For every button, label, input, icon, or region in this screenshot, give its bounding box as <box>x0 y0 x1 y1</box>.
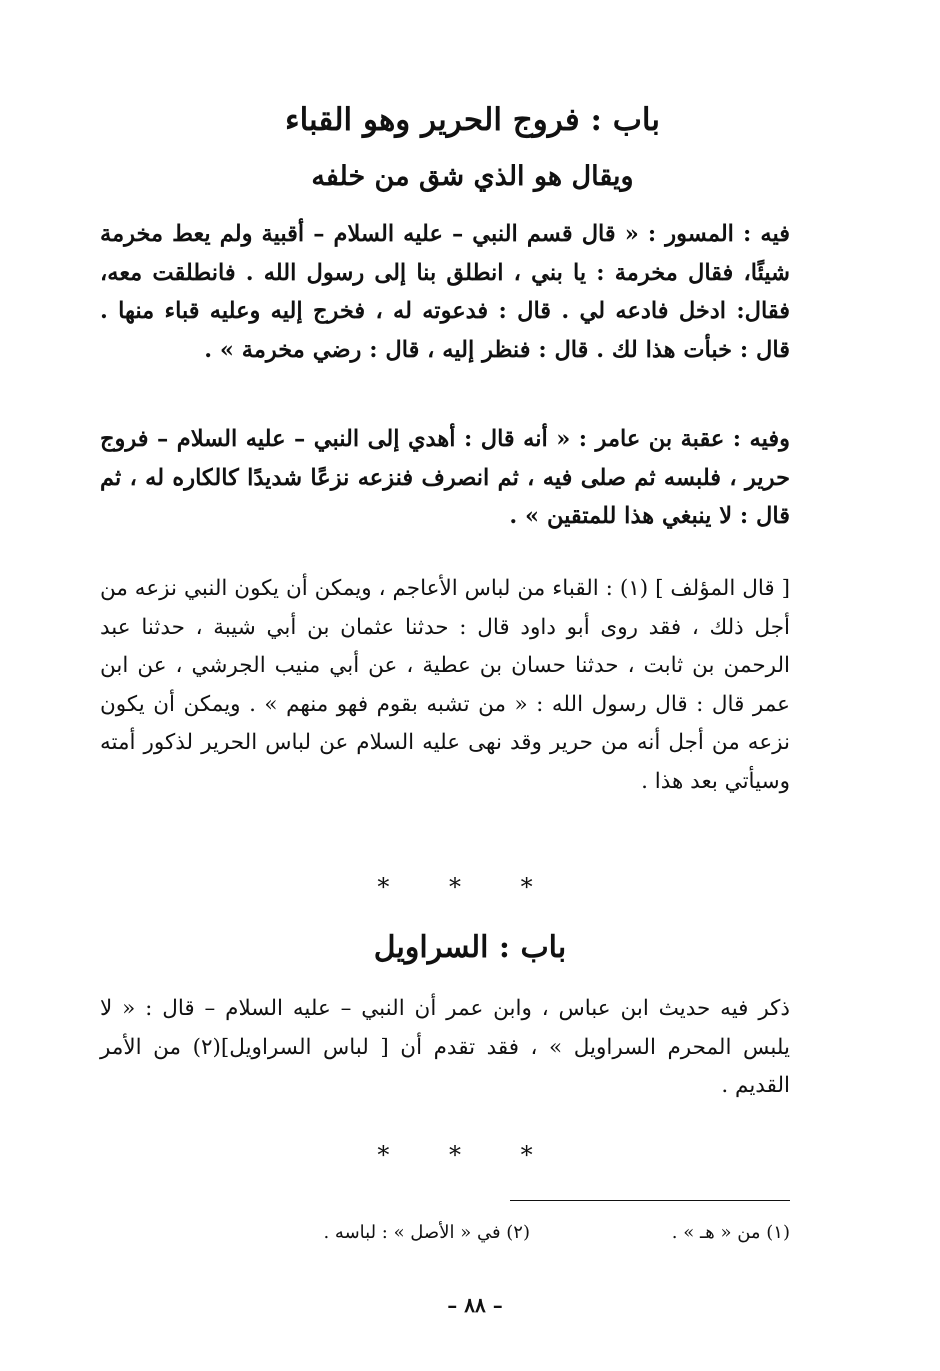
hadith-paragraph-uqba: وفيه : عقبة بن عامر : « أنه قال : أهدي إلى النبي – عليه السلام – فروج حرير ، فلبسه ثم صلى فيه ، ثم انصرف فنزعه نزعًا شديدًا كالكاره له ، ثم قال : لا ينبغي هذا للمتقين » . <box>100 426 790 529</box>
footnote-2: (٢) في « الأصل » : لباسه . <box>323 1222 530 1243</box>
section-separator-stars: * * * <box>377 873 533 901</box>
section-separator-stars-2: * * * <box>377 1141 533 1169</box>
chapter-title-sarawil: باب : السراويل <box>373 930 567 965</box>
hadith-paragraph-miswar: فيه : المسور : « قال قسم النبي – عليه السلام – أقبية ولم يعط مخرمة شيئًا، فقال مخرمة : يا بني ، انطلق بنا إلى رسول الله . فانطلقت معه، فقال: ادخل فادعه لي . قال : فدعوته له ، فخرج إليه وعليه قباء منها . قال : خبأت هذا لك . قال : فنظر إليه ، قال : رضي مخرمة » . <box>100 221 790 363</box>
footnote-1: (١) من « هـ » . <box>671 1222 790 1243</box>
sarawil-paragraph: ذكر فيه حديث ابن عباس ، وابن عمر أن النبي – عليه السلام – قال : « لا يلبس المحرم السراويل » ، فقد تقدم أن [ لباس السراويل](٢) من الأمر القديم . <box>100 996 790 1098</box>
chapter-title-qaba: باب : فروج الحرير وهو القباء <box>285 102 660 138</box>
author-commentary-paragraph: [ قال المؤلف ] (١) : القباء من لباس الأعاجم ، ويمكن أن يكون النبي نزعه من أجل ذلك ، فقد روى أبو داود قال : حدثنا عثمان بن أبي شيبة ، حدثنا عبد الرحمن بن ثابت ، حدثنا حسان بن عطية ، عن أبي منيب الجرشي ، عن ابن عمر قال : قال رسول الله : « من تشبه بقوم فهو منهم » . ويمكن أن يكون نزعه من أجل أنه من حرير وقد نهى عليه السلام عن لباس الحرير لذكور أمته وسيأتي بعد هذا . <box>100 576 790 794</box>
chapter-subtitle: ويقال هو الذي شق من خلفه <box>311 161 634 192</box>
page-number: – ٨٨ – <box>447 1293 503 1317</box>
footnote-divider <box>510 1200 790 1201</box>
